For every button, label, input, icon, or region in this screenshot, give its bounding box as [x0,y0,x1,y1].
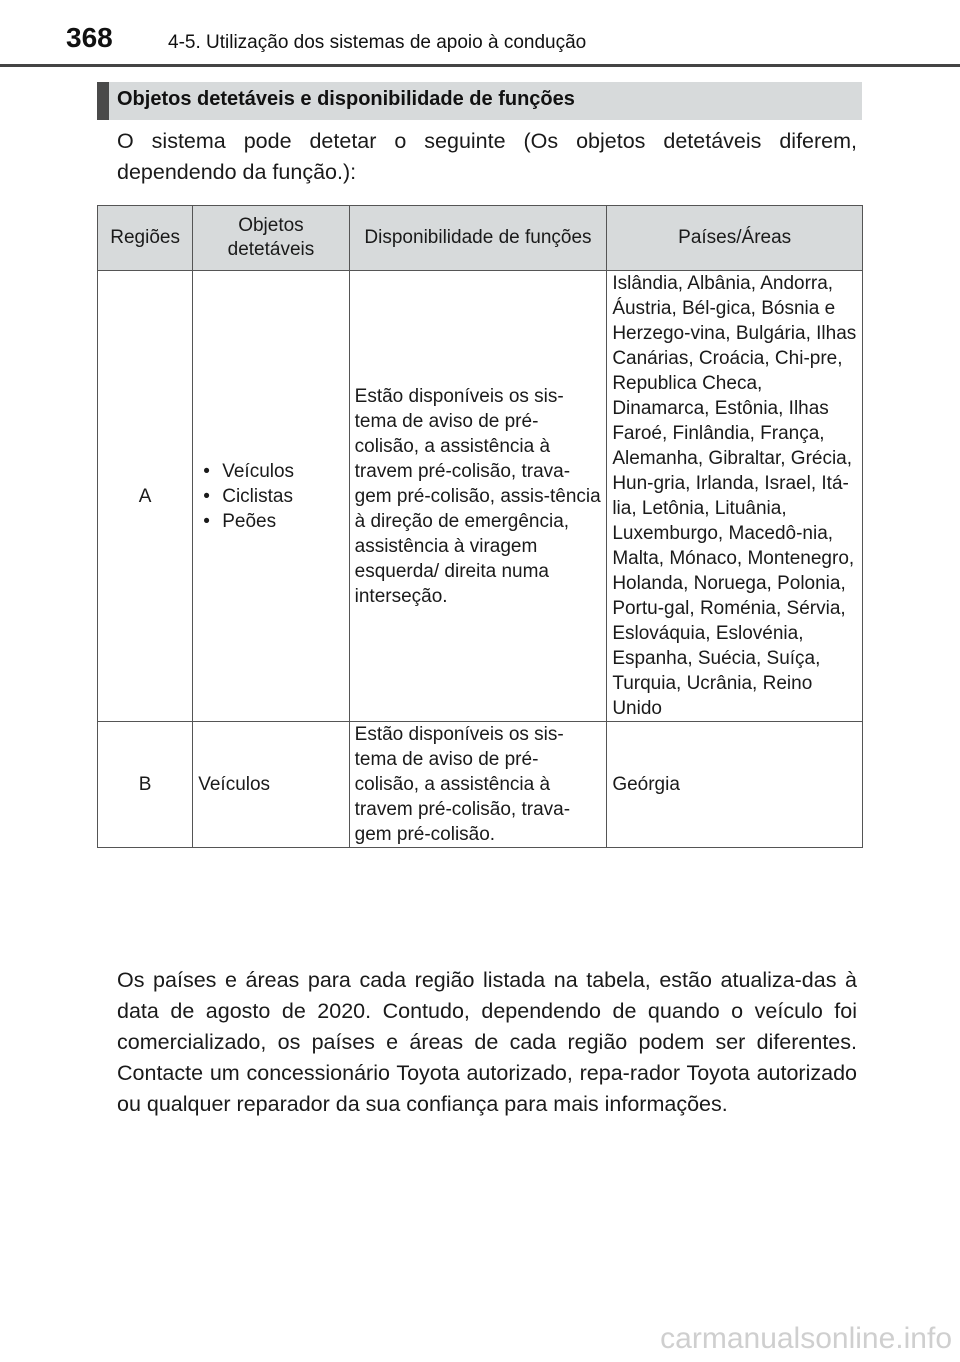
countries-cell: Islândia, Albânia, Andorra, Áustria, Bél-gica, Bósnia e Herzego-vina, Bulgária, Ilhas Canárias, Croácia, Chi-pre, Republica Checa, Dinamarca, Estônia, Ilhas Faroé, Finlândia, França, Alemanha, Gibraltar, Grécia, Hun-gria, Irlanda, Israel, Itá-lia, Letônia, Lituânia, Luxemburgo, Macedô-nia, Malta, Mónaco, Montenegro, Holanda, Noruega, Polonia, Portu-gal, Roménia, Sérvia, Eslováquia, Eslovénia, Espanha, Suécia, Suíça, Turquia, Ucrânia, Reino Unido [607,271,863,722]
availability-cell: Estão disponíveis os sis-tema de aviso de pré-colisão, a assistência à travem pré-colisão, trava-gem pré-colisão, assis-tência à direção de emergência, assistência à viragem esquerda/ direita numa interseção. [349,271,607,722]
table-header-row [98,206,863,271]
header-function-availability: Disponibilidade de funções [349,206,607,271]
table-row [98,722,863,848]
table-row [98,271,863,722]
header-divider [0,64,960,67]
list-item: • Ciclistas [203,484,343,509]
list-item: • Veículos [203,459,343,484]
objects-cell [193,271,349,722]
intro-paragraph: O sistema pode detetar o seguinte (Os objetos detetáveis diferem, dependendo da função.): [117,129,857,184]
region-cell: A [98,271,193,722]
header-countries-areas: Países/Áreas [607,206,863,271]
page-number: 368 [66,22,113,53]
list-item: • Peões [203,509,343,534]
objects-list [198,459,343,534]
header-regions: Regiões [98,206,193,271]
section-title: Objetos detetáveis e disponibilidade de funções [117,88,575,110]
availability-cell: Estão disponíveis os sis-tema de aviso de pré-colisão, a assistência à travem pré-colisão, trava-gem pré-colisão. [349,722,607,848]
section-heading-bar [97,82,862,120]
watermark: carmanualsonline.info [660,1322,952,1355]
detectable-objects-table [97,205,863,848]
section-heading-accent [97,82,109,120]
region-cell: B [98,722,193,848]
objects-cell: Veículos [193,722,349,848]
footer-note: Os países e áreas para cada região listada na tabela, estão atualiza-das à data de agosto de 2020. Contudo, dependendo de quando o veículo foi comercializado, os países e áreas de cada região podem ser diferentes. Contacte um concessionário Toyota autorizado, repa-rador Toyota autorizado ou qualquer reparador da sua confiança para mais informações. [117,968,857,1116]
header-detectable-objects: Objetos detetáveis [193,206,349,271]
countries-cell: Geórgia [607,722,863,848]
chapter-title: 4-5. Utilização dos sistemas de apoio à condução [168,32,587,53]
